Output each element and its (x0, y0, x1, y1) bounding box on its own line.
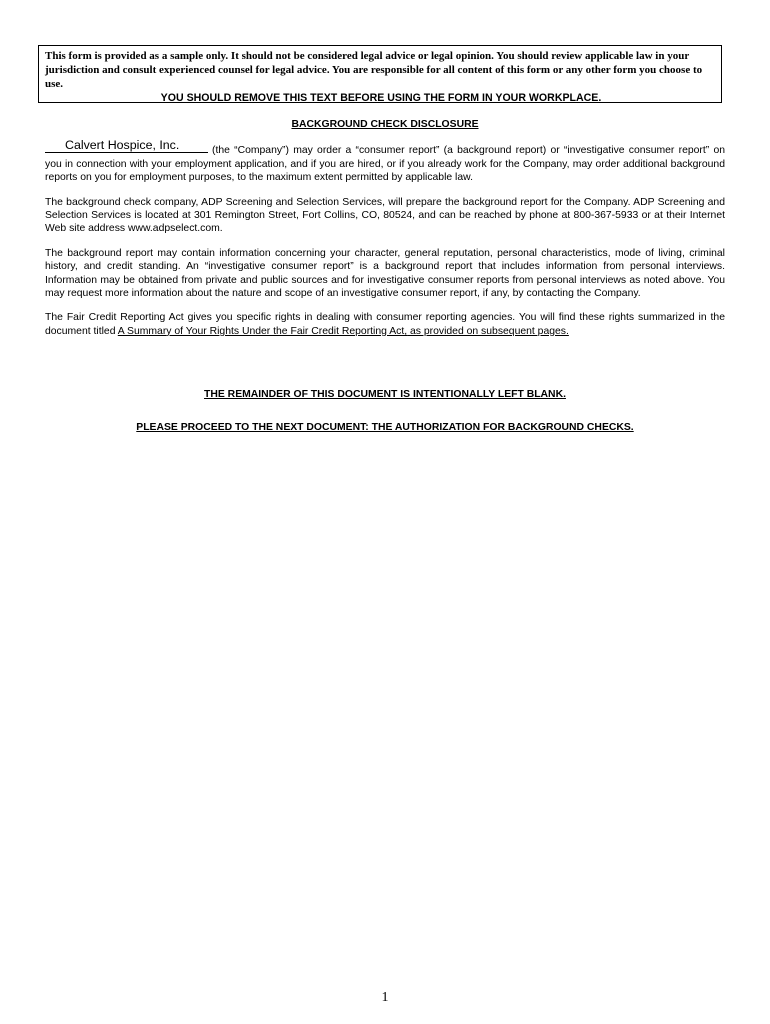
paragraph-adp: The background check company, ADP Screening and Selection Services, will prepare the background report for the Company. ADP Screening and Selection Services is located at 301 Remington Street, Fort Collins, CO, 80524, and can be reached by phone at 800-367-5933 or at their Internet Web site address www.adpselect.com. (45, 196, 725, 235)
fcra-text-start: The Fair Credit Reporting Act gives you specific rights in dealing with consumer reporting agencies. You will find these rights summarized in the document titled (45, 312, 725, 337)
paragraph-company (45, 140, 725, 184)
document-title: BACKGROUND CHECK DISCLOSURE (291, 119, 479, 130)
fcra-text-end: as provided on subsequent pages. (407, 325, 569, 337)
blank-notice: THE REMAINDER OF THIS DOCUMENT IS INTENTIONALLY LEFT BLANK. (204, 389, 566, 401)
paragraph-fcra (45, 311, 725, 338)
sample-notice-box (38, 45, 722, 103)
disclosure-body (45, 118, 725, 434)
paragraph-report-contents: The background report may contain information concerning your character, general reputation, personal characteristics, mode of living, criminal history, and credit standing. An “investigative consumer report” is a background report that includes information from personal interviews. Information may be obtained from private and public sources and for investigative consumer reports from personal interviews as noted above. You may request more information about the nature and scope of an investigative consumer report, if any, by contacting the Company. (45, 247, 725, 300)
company-name-value: Calvert Hospice, Inc. (65, 138, 180, 153)
proceed-notice: PLEASE PROCEED TO THE NEXT DOCUMENT: THE AUTHORIZATION FOR BACKGROUND CHECKS. (136, 421, 634, 433)
remove-text-warning: YOU SHOULD REMOVE THIS TEXT BEFORE USING THE FORM IN YOUR WORKPLACE. (160, 92, 602, 104)
sample-disclaimer: This form is provided as a sample only. It should not be considered legal advice or legal opinion. You should review applicable law in your jurisdiction and consult experienced counsel for legal advice. You are responsible for all content of this form or any other form you choose to use. (45, 50, 703, 90)
company-name-field[interactable] (45, 140, 208, 153)
fcra-summary-title: A Summary of Your Rights Under the Fair Credit Reporting Act, (117, 325, 408, 337)
paragraph-company-text: (the “Company”) may order a “consumer report” (a background report) or “investigative consumer report” on you in connection with your employment application, and if you are hired, or if you already work for the Company, may order additional background reports on you for employment purposes, to the maximum extent permitted by applicable law. (45, 145, 725, 184)
page-number: 1 (381, 990, 389, 1005)
